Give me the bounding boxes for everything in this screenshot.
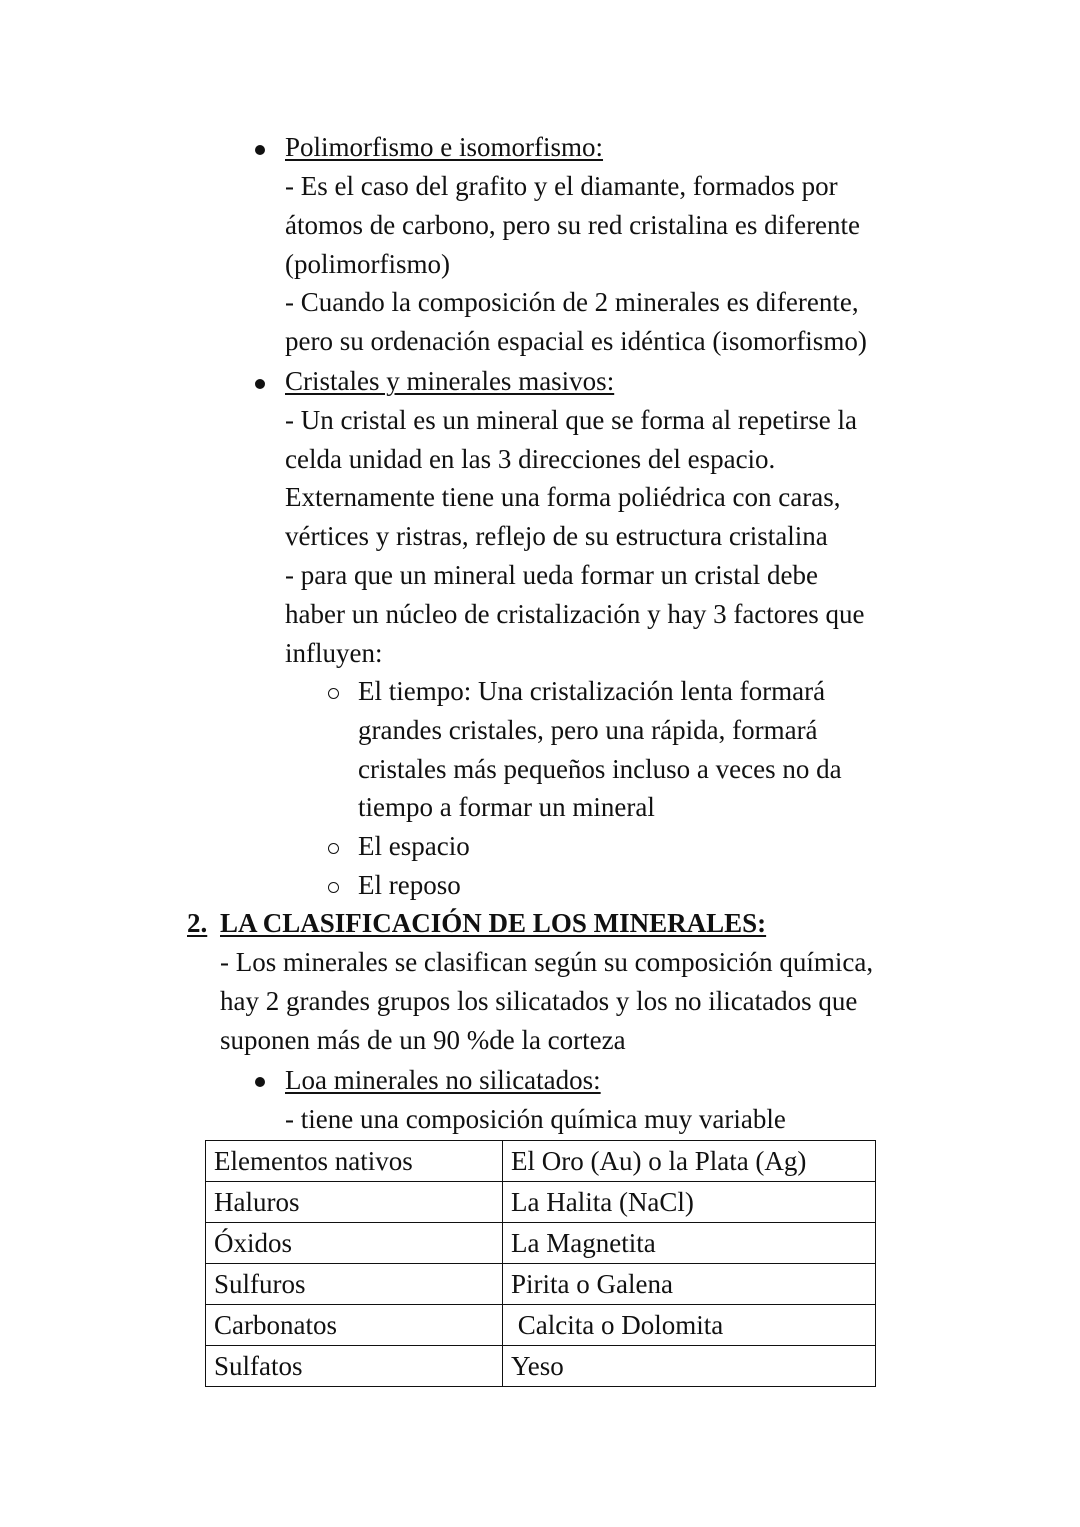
polimorfismo-title: Polimorfismo e isomorfismo: <box>285 132 604 162</box>
table-row <box>206 1141 876 1182</box>
table-cell-example: El Oro (Au) o la Plata (Ag) <box>503 1141 876 1182</box>
section2-number: 2. <box>187 908 208 938</box>
table-cell-group: Elementos nativos <box>206 1141 503 1182</box>
section2-title: LA CLASIFICACIÓN DE LOS MINERALES: <box>220 908 767 938</box>
circle-bullet-tiempo <box>328 688 339 699</box>
table-cell-group: Carbonatos <box>206 1305 503 1346</box>
cristales-line-5: - para que un mineral ueda formar un cristal debe <box>285 560 819 590</box>
table-cell-example: La Magnetita <box>503 1223 876 1264</box>
table-row <box>206 1305 876 1346</box>
table-cell-group: Sulfatos <box>206 1346 503 1387</box>
table-cell-group: Sulfuros <box>206 1264 503 1305</box>
polimorfismo-line-4: - Cuando la composición de 2 minerales es diferente, <box>285 287 859 317</box>
table-cell-group: Óxidos <box>206 1223 503 1264</box>
cristales-line-7: influyen: <box>285 638 383 668</box>
cristales-line-1: - Un cristal es un mineral que se forma al repetirse la <box>285 405 858 435</box>
section2-line-1: - Los minerales se clasifican según su composición química, <box>220 947 874 977</box>
polimorfismo-line-3: (polimorfismo) <box>285 249 450 279</box>
cristales-line-2: celda unidad en las 3 direcciones del espacio. <box>285 444 776 474</box>
bullet-cristales <box>255 379 265 389</box>
table-cell-example: Yeso <box>503 1346 876 1387</box>
bullet-polimorfismo <box>255 145 265 155</box>
table-row <box>206 1346 876 1387</box>
table-cell-example: La Halita (NaCl) <box>503 1182 876 1223</box>
no-silicatados-line: - tiene una composición química muy variable <box>285 1104 786 1134</box>
circle-bullet-reposo <box>328 882 339 893</box>
table-row <box>206 1223 876 1264</box>
polimorfismo-line-1: - Es el caso del grafito y el diamante, formados por <box>285 171 838 201</box>
minerals-table <box>205 1140 876 1387</box>
cristales-line-6: haber un núcleo de cristalización y hay 3 factores que <box>285 599 865 629</box>
factor-espacio: El espacio <box>358 831 470 861</box>
no-silicatados-title: Loa minerales no silicatados: <box>285 1065 601 1095</box>
cristales-title: Cristales y minerales masivos: <box>285 366 615 396</box>
factor-tiempo-line-2: grandes cristales, pero una rápida, formará <box>358 715 818 745</box>
polimorfismo-line-2: átomos de carbono, pero su red cristalina es diferente <box>285 210 861 240</box>
cristales-line-3: Externamente tiene una forma poliédrica con caras, <box>285 482 841 512</box>
circle-bullet-espacio <box>328 843 339 854</box>
table-cell-example: Pirita o Galena <box>503 1264 876 1305</box>
table-row <box>206 1182 876 1223</box>
factor-tiempo-line-3: cristales más pequeños incluso a veces no da <box>358 754 842 784</box>
polimorfismo-line-5: pero su ordenación espacial es idéntica (isomorfismo) <box>285 326 867 356</box>
table-cell-example: Calcita o Dolomita <box>503 1305 876 1346</box>
factor-reposo: El reposo <box>358 870 461 900</box>
cristales-line-4: vértices y ristras, reflejo de su estructura cristalina <box>285 521 828 551</box>
section2-line-3: suponen más de un 90 %de la corteza <box>220 1025 626 1055</box>
factor-tiempo-line-1: El tiempo: Una cristalización lenta formará <box>358 676 826 706</box>
table-row <box>206 1264 876 1305</box>
section2-line-2: hay 2 grandes grupos los silicatados y los no ilicatados que <box>220 986 858 1016</box>
table-cell-group: Haluros <box>206 1182 503 1223</box>
factor-tiempo-line-4: tiempo a formar un mineral <box>358 792 655 822</box>
bullet-no-silicatados <box>255 1077 265 1087</box>
